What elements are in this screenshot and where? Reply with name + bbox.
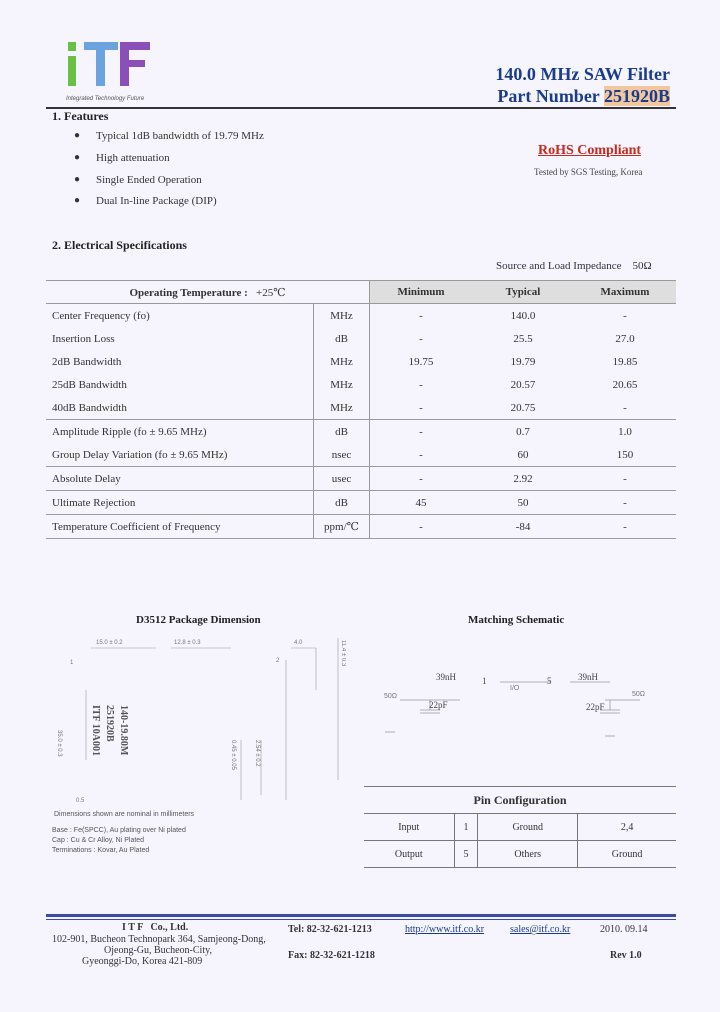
feature-text: Single Ended Operation bbox=[96, 174, 202, 186]
spec-min: - bbox=[419, 378, 423, 391]
specs-heading: 2. Electrical Specifications bbox=[52, 238, 187, 252]
spec-parameter: Center Frequency (fo) bbox=[52, 309, 150, 322]
spec-max: - bbox=[574, 467, 676, 491]
spec-row bbox=[46, 304, 676, 328]
schematic-title: Matching Schematic bbox=[468, 614, 565, 626]
spec-typ: 0.7 bbox=[516, 425, 530, 438]
impedance-label bbox=[496, 260, 652, 272]
spec-row bbox=[46, 327, 676, 350]
spec-typ: 19.79 bbox=[510, 355, 536, 368]
spec-row bbox=[46, 373, 676, 396]
rohs-note: Tested by SGS Testing, Korea bbox=[534, 167, 643, 177]
spec-row bbox=[46, 467, 676, 491]
spec-max: 1.0 bbox=[618, 425, 632, 438]
header-rule bbox=[46, 107, 676, 109]
op-temp-label: Operating Temperature : bbox=[129, 286, 248, 299]
package-note: Dimensions shown are nominal in millimeters bbox=[54, 811, 195, 818]
spec-unit: MHz bbox=[314, 396, 370, 420]
col-minimum: Minimum bbox=[370, 281, 473, 304]
pin-cell: Output bbox=[364, 841, 454, 868]
page-title: 140.0 MHz SAW Filter bbox=[495, 64, 670, 84]
svg-text:4.0: 4.0 bbox=[294, 640, 303, 646]
pin-cell: Input bbox=[364, 814, 454, 841]
spec-max: - bbox=[574, 491, 676, 515]
spec-unit: dB bbox=[314, 491, 370, 515]
company-logo bbox=[60, 38, 160, 102]
spec-min: - bbox=[370, 515, 473, 539]
package-title: D3512 Package Dimension bbox=[136, 614, 261, 626]
footer-address-2: Ojeong-Gu, Bucheon-City, bbox=[104, 945, 212, 956]
svg-text:0.5: 0.5 bbox=[76, 798, 85, 804]
matching-schematic bbox=[370, 660, 670, 750]
svg-text:1: 1 bbox=[70, 660, 74, 666]
spec-row bbox=[46, 350, 676, 373]
spec-max: 19.85 bbox=[612, 355, 638, 368]
svg-text:22pF: 22pF bbox=[586, 702, 605, 712]
spec-typ: -84 bbox=[472, 515, 574, 539]
features-heading: 1. Features bbox=[52, 109, 109, 123]
svg-text:50Ω: 50Ω bbox=[384, 693, 398, 700]
spec-unit: MHz bbox=[314, 304, 370, 328]
spec-max: - bbox=[574, 515, 676, 539]
svg-text:50Ω: 50Ω bbox=[632, 691, 646, 698]
marking-line-2: 251920B bbox=[104, 705, 115, 742]
material-cap: Cap : Cu & Cr Alloy, Ni Plated bbox=[52, 837, 145, 844]
spec-row bbox=[46, 491, 676, 515]
feature-text: Dual In-line Package (DIP) bbox=[96, 195, 217, 207]
feature-text: Typical 1dB bandwidth of 19.79 MHz bbox=[96, 130, 264, 142]
spec-row bbox=[46, 443, 676, 467]
spec-min: - bbox=[419, 425, 423, 438]
svg-text:39nH: 39nH bbox=[578, 672, 598, 682]
footer-rule-top bbox=[46, 914, 676, 917]
material-base: Base : Fe(SPCC), Au plating over Ni plated bbox=[52, 827, 186, 834]
package-drawing bbox=[46, 630, 346, 810]
spec-row bbox=[46, 396, 676, 420]
pin-cell: 5 bbox=[454, 841, 478, 868]
spec-unit: MHz bbox=[314, 350, 370, 373]
pin-cell: 1 bbox=[454, 814, 478, 841]
spec-max: - bbox=[623, 309, 627, 322]
material-terminations: Terminations : Kovar, Au Plated bbox=[52, 847, 150, 854]
spec-max: 150 bbox=[574, 443, 676, 467]
impedance-value: 50Ω bbox=[632, 260, 652, 272]
spec-typ: 25.5 bbox=[513, 332, 533, 345]
pin-cell: Ground bbox=[611, 848, 643, 860]
spec-max: 20.65 bbox=[612, 378, 638, 391]
bullet-icon: ● bbox=[74, 130, 81, 141]
svg-text:35.0 ± 0.3: 35.0 ± 0.3 bbox=[56, 730, 62, 757]
spec-unit: MHz bbox=[314, 373, 370, 396]
spec-typ: 50 bbox=[472, 491, 574, 515]
footer-rule-thin bbox=[46, 919, 676, 920]
spec-max: 27.0 bbox=[615, 332, 635, 345]
feature-item bbox=[74, 152, 170, 164]
svg-text:1: 1 bbox=[482, 676, 487, 686]
pin-configuration-table bbox=[364, 786, 676, 868]
logo-subtitle: Integrated Technology Future bbox=[66, 96, 145, 102]
spec-parameter: Ultimate Rejection bbox=[46, 491, 314, 515]
svg-text:2: 2 bbox=[276, 658, 280, 664]
spec-typ: 140.0 bbox=[510, 309, 536, 322]
pin-row bbox=[364, 814, 676, 841]
spec-typ: 60 bbox=[472, 443, 574, 467]
pin-cell: Ground bbox=[478, 814, 578, 841]
feature-text: High attenuation bbox=[96, 152, 170, 164]
svg-text:15.0 ± 0.2: 15.0 ± 0.2 bbox=[96, 640, 123, 646]
feature-item bbox=[74, 174, 202, 186]
svg-text:2.54 ± 0.2: 2.54 ± 0.2 bbox=[254, 740, 260, 767]
svg-text:39nH: 39nH bbox=[436, 672, 456, 682]
spec-parameter: 40dB Bandwidth bbox=[46, 396, 314, 420]
spec-min: - bbox=[370, 467, 473, 491]
operating-temperature bbox=[46, 281, 370, 304]
footer-address-1: 102-901, Bucheon Technopark 364, Samjeong-Dong, bbox=[52, 934, 266, 945]
spec-unit: ppm/℃ bbox=[314, 515, 370, 539]
spec-unit: dB bbox=[314, 327, 370, 350]
spec-parameter: Group Delay Variation (fo ± 9.65 MHz) bbox=[46, 443, 314, 467]
bullet-icon: ● bbox=[74, 152, 81, 163]
spec-min: - bbox=[419, 309, 423, 322]
pin-cell: 2,4 bbox=[578, 814, 676, 841]
footer-revision: Rev 1.0 bbox=[610, 950, 642, 961]
spec-typ: 2.92 bbox=[472, 467, 574, 491]
bullet-icon: ● bbox=[74, 195, 81, 206]
spec-parameter: 2dB Bandwidth bbox=[52, 355, 122, 368]
marking-line-3: 140-19.80M bbox=[118, 705, 129, 756]
rohs-badge: RoHS Compliant bbox=[538, 143, 642, 158]
spec-parameter: Temperature Coefficient of Frequency bbox=[46, 515, 314, 539]
spec-header-row bbox=[46, 281, 676, 304]
spec-row bbox=[46, 420, 676, 444]
spec-table bbox=[46, 280, 676, 539]
svg-text:I/O: I/O bbox=[510, 685, 520, 692]
bullet-icon: ● bbox=[74, 174, 81, 185]
spec-min: - bbox=[370, 396, 473, 420]
spec-min: - bbox=[419, 332, 423, 345]
spec-unit: usec bbox=[314, 467, 370, 491]
feature-item bbox=[74, 195, 217, 207]
part-number-value: 251920B bbox=[603, 86, 670, 106]
footer-fax: Fax: 82-32-621-1218 bbox=[288, 950, 375, 961]
feature-item bbox=[74, 130, 264, 142]
footer-date: 2010. 09.14 bbox=[600, 924, 648, 935]
spec-min: - bbox=[370, 443, 473, 467]
marking-line-1: ITF 10A001 bbox=[90, 705, 101, 757]
part-number-label: Part Number bbox=[497, 86, 604, 106]
op-temp-value: +25℃ bbox=[256, 286, 286, 299]
footer-tel: Tel: 82-32-621-1213 bbox=[288, 924, 372, 935]
svg-text:5: 5 bbox=[547, 676, 552, 686]
spec-parameter: 25dB Bandwidth bbox=[52, 378, 127, 391]
pin-cell: Others bbox=[478, 841, 578, 868]
part-number-line bbox=[497, 86, 670, 107]
itf-logo-icon bbox=[60, 38, 160, 88]
spec-unit: nsec bbox=[314, 443, 370, 467]
svg-text:11.4 ± 0.3: 11.4 ± 0.3 bbox=[340, 640, 346, 667]
svg-text:0.45 ± 0.05: 0.45 ± 0.05 bbox=[230, 740, 236, 770]
spec-typ: 20.57 bbox=[510, 378, 536, 391]
col-maximum: Maximum bbox=[574, 281, 676, 304]
spec-row bbox=[46, 515, 676, 539]
spec-parameter: Amplitude Ripple (fo ± 9.65 MHz) bbox=[52, 425, 207, 438]
footer-company: I T F Co., Ltd. bbox=[122, 922, 189, 933]
spec-parameter: Insertion Loss bbox=[52, 332, 115, 345]
col-typical: Typical bbox=[472, 281, 574, 304]
svg-text:22pF: 22pF bbox=[429, 700, 448, 710]
spec-min: 45 bbox=[370, 491, 473, 515]
svg-text:12.8 ± 0.3: 12.8 ± 0.3 bbox=[174, 640, 201, 646]
spec-parameter: Absolute Delay bbox=[46, 467, 314, 491]
impedance-text: Source and Load Impedance bbox=[496, 260, 622, 272]
footer-address-3: Gyeonggi-Do, Korea 421-809 bbox=[82, 956, 203, 967]
spec-unit: dB bbox=[314, 420, 370, 444]
pin-config-title: Pin Configuration bbox=[364, 787, 676, 814]
spec-typ: 20.75 bbox=[472, 396, 574, 420]
spec-max: - bbox=[574, 396, 676, 420]
footer-email-link[interactable]: sales@itf.co.kr bbox=[510, 924, 571, 935]
spec-min: 19.75 bbox=[408, 355, 434, 368]
pin-row bbox=[364, 841, 676, 868]
footer-website-link[interactable]: http://www.itf.co.kr bbox=[405, 924, 485, 935]
